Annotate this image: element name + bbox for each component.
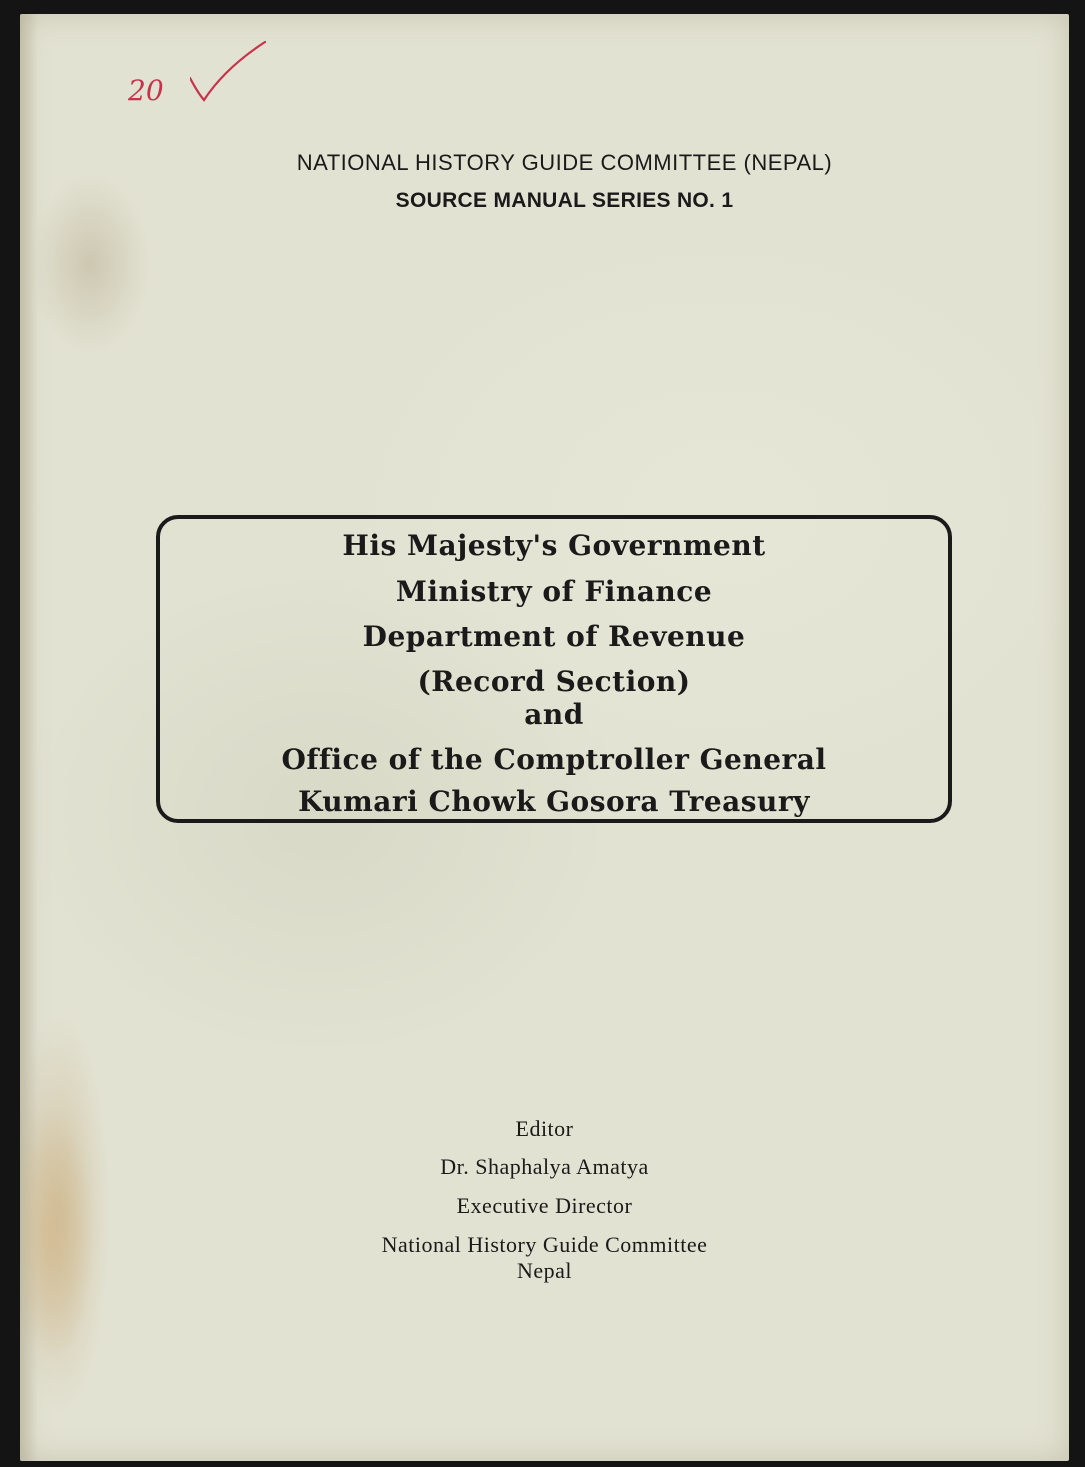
committee-heading: NATIONAL HISTORY GUIDE COMMITTEE (NEPAL): [296, 150, 833, 175]
title-line-treasury: Kumari Chowk Gosora Treasury: [298, 785, 810, 818]
editor-country: Nepal: [516, 1258, 573, 1283]
editor-name: Dr. Shaphalya Amatya: [440, 1154, 649, 1179]
title-line-section: (Record Section): [417, 665, 691, 698]
title-line-department: Department of Revenue: [362, 620, 746, 653]
editor-label: Editor: [515, 1116, 574, 1141]
series-heading: SOURCE MANUAL SERIES NO. 1: [395, 189, 734, 212]
check-mark-icon: [190, 38, 270, 108]
title-box: [156, 515, 952, 823]
book-cover: [20, 14, 1069, 1461]
editor-organization: National History Guide Committee: [381, 1232, 708, 1257]
title-line-ministry: Ministry of Finance: [395, 575, 713, 608]
handwritten-number: 20: [128, 74, 164, 107]
title-line-government: His Majesty's Government: [342, 529, 766, 562]
title-line-and: and: [524, 698, 584, 731]
editor-position: Executive Director: [456, 1193, 633, 1218]
title-line-comptroller: Office of the Comptroller General: [281, 743, 827, 776]
